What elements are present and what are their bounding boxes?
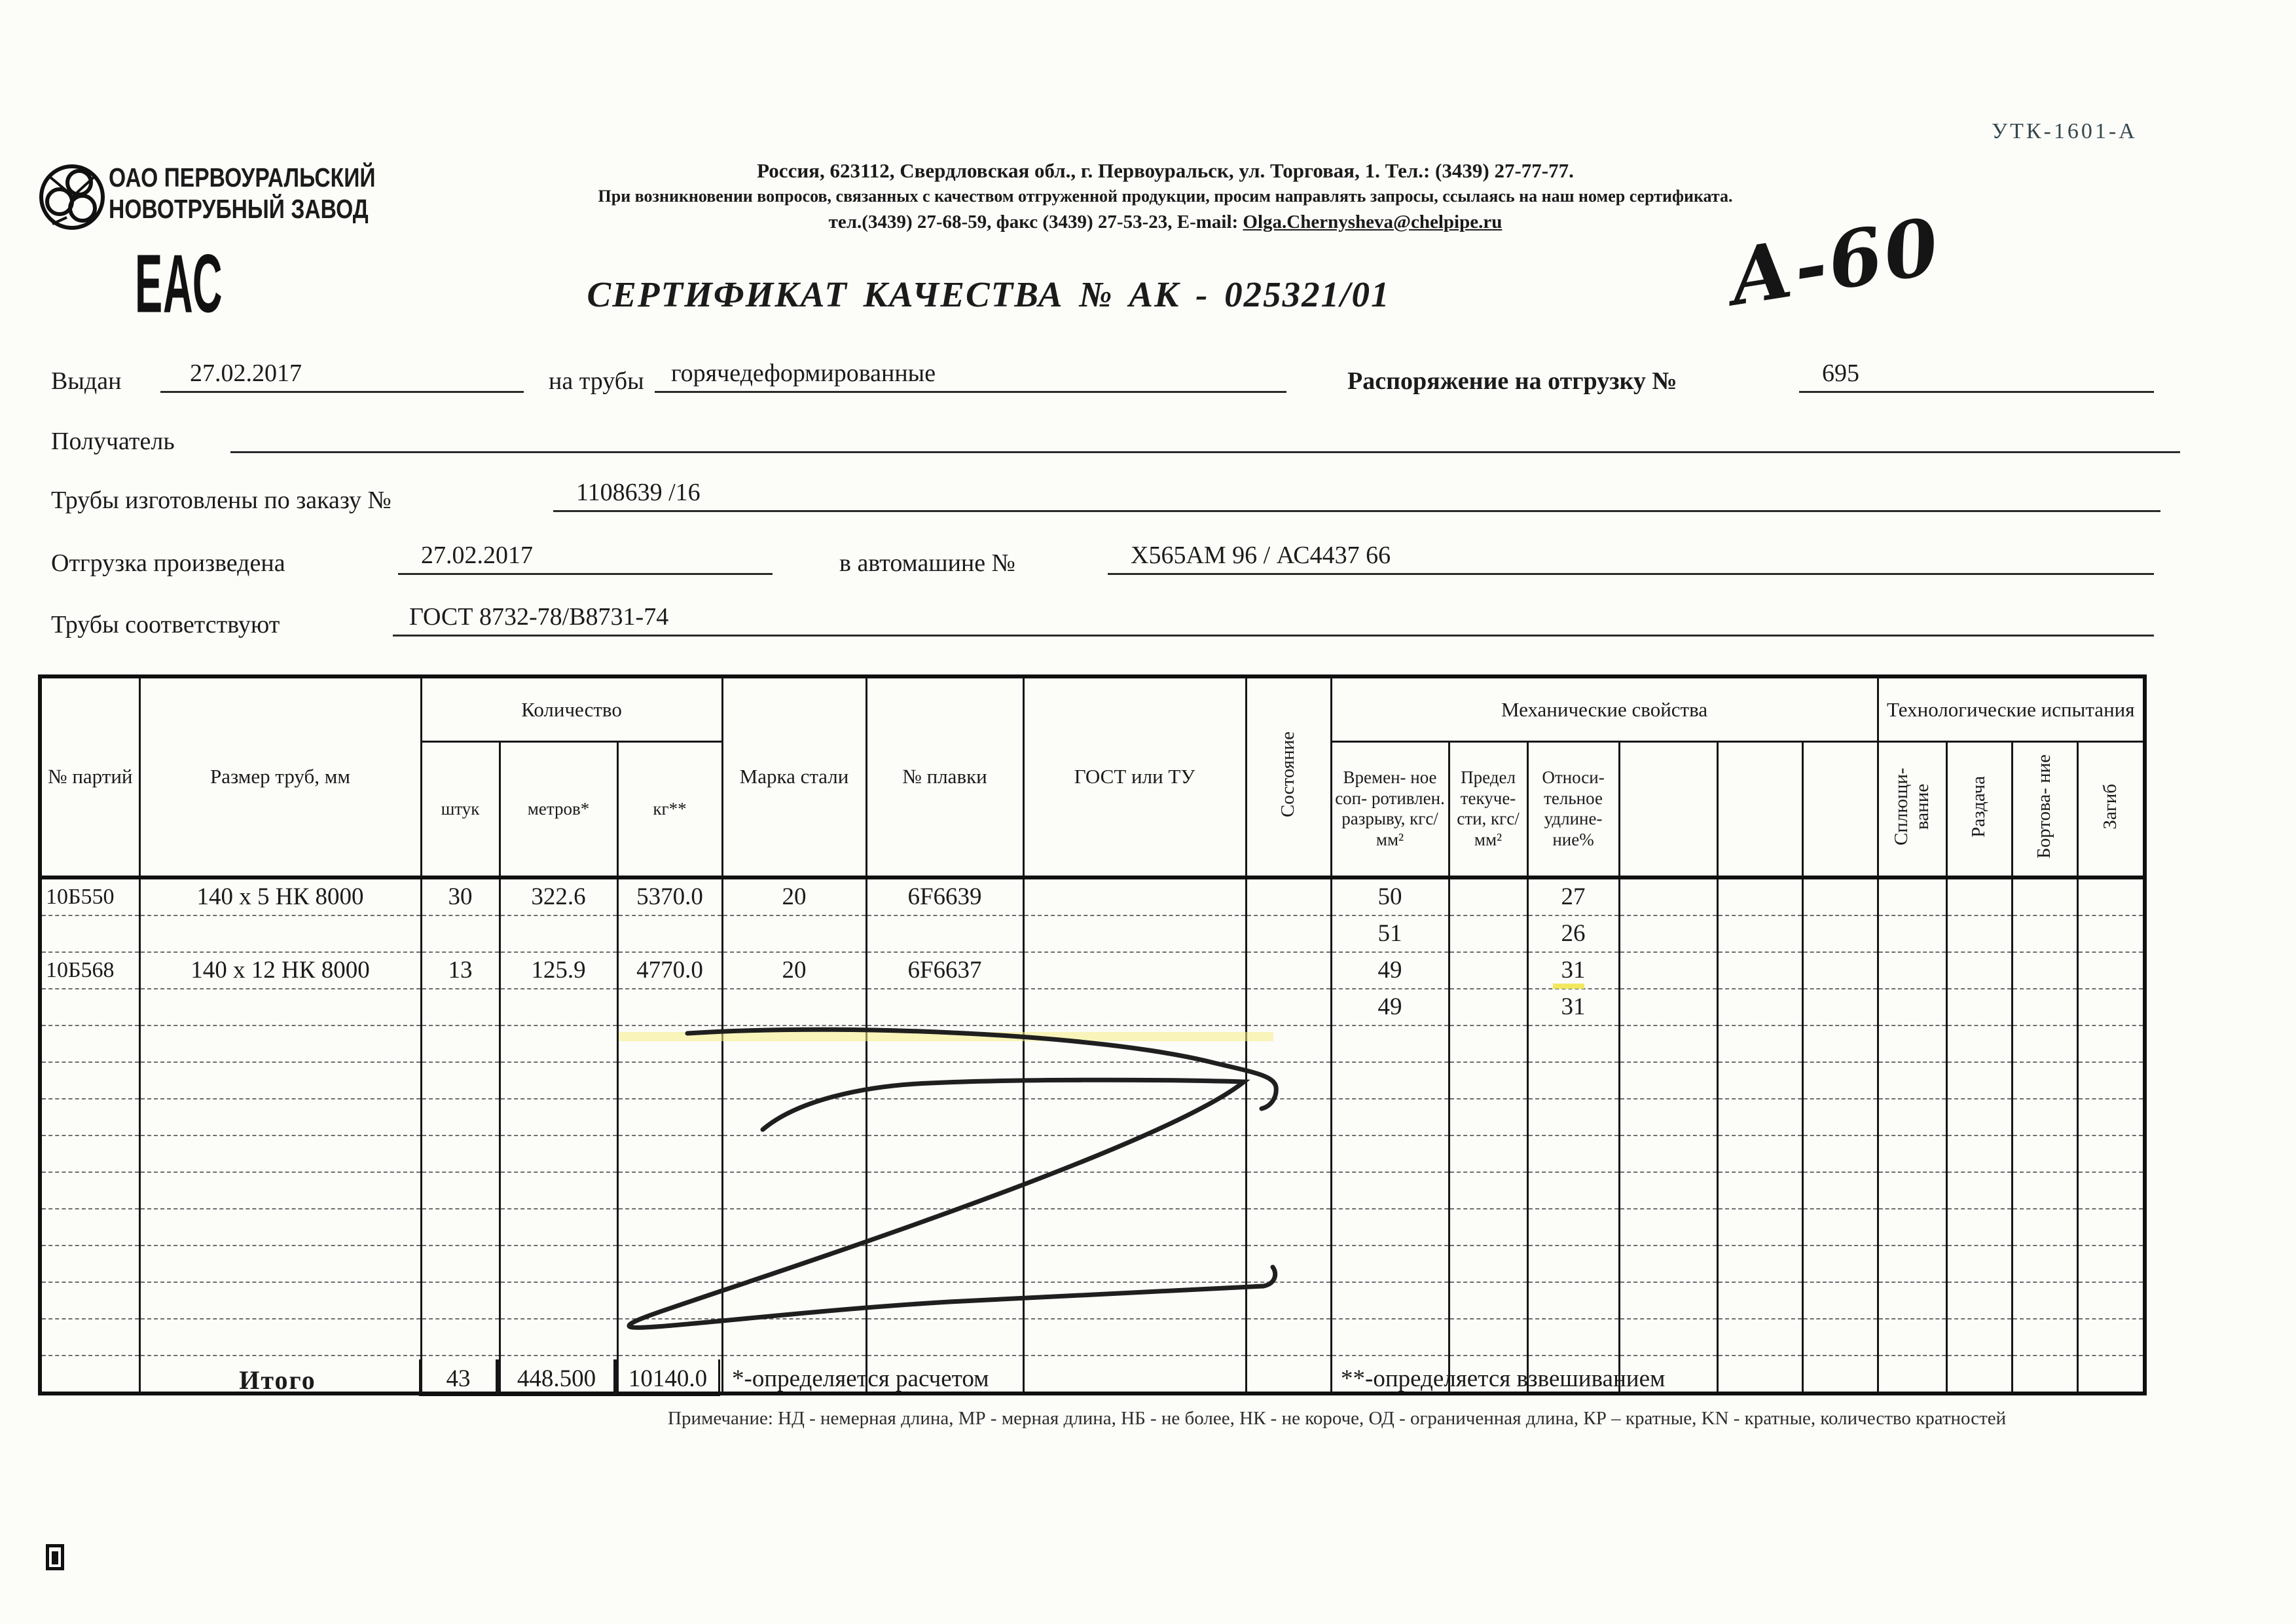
table-cell <box>1717 1062 1802 1099</box>
table-cell <box>139 989 421 1025</box>
table-cell <box>1527 1135 1619 1172</box>
table-cell <box>1527 1062 1619 1099</box>
table-cell <box>1619 1282 1717 1319</box>
table-cell <box>2012 1062 2077 1099</box>
table-cell <box>1802 1319 1878 1356</box>
eac-mark: ЕАС <box>135 237 223 330</box>
table-cell <box>1878 1246 1946 1282</box>
table-cell <box>1802 989 1878 1025</box>
table-cell <box>1527 1209 1619 1246</box>
footnote-weighed: **-определяется взвешиванием <box>1341 1365 1666 1392</box>
table-cell <box>2012 1319 2077 1356</box>
col-header-tensile: Времен- ное соп- ротивлен. разрыву, кгс/мм² <box>1331 742 1449 877</box>
table-cell <box>1449 1246 1527 1282</box>
col-header-size: Размер труб, мм <box>139 676 421 877</box>
table-cell <box>40 915 139 952</box>
table-cell <box>2012 989 2077 1025</box>
table-cell <box>1449 1025 1527 1062</box>
registration-mark <box>46 1544 64 1570</box>
table-cell <box>1946 1172 2012 1209</box>
table-cell: 10Б568 <box>40 952 139 989</box>
truck-value: Х565АМ 96 / АС4437 66 <box>1108 541 2154 575</box>
table-cell <box>421 1062 500 1099</box>
table-cell <box>40 1246 139 1282</box>
table-cell <box>1878 1062 1946 1099</box>
truck-label: в автомашине № <box>839 549 1015 577</box>
table-cell <box>2012 952 2077 989</box>
footnote-calculated: *-определяется расчетом <box>732 1365 989 1392</box>
table-cell <box>2012 1135 2077 1172</box>
table-cell <box>40 1282 139 1319</box>
table-cell <box>1527 1246 1619 1282</box>
col-header-yield: Предел текуче- сти, кгс/мм² <box>1449 742 1527 877</box>
table-cell <box>1946 1246 2012 1282</box>
table-cell <box>2077 1246 2145 1282</box>
table-cell <box>1802 1099 1878 1135</box>
table-cell: 322.6 <box>500 877 617 915</box>
col-header-mech-extra3 <box>1802 742 1878 877</box>
table-cell <box>1802 915 1878 952</box>
table-cell <box>1449 1135 1527 1172</box>
table-cell <box>1717 1135 1802 1172</box>
table-row <box>40 952 2145 989</box>
table-cell <box>500 915 617 952</box>
table-cell <box>421 1172 500 1209</box>
pipes-logo-icon <box>38 161 106 233</box>
col-header-bend: Загиб <box>2077 742 2145 877</box>
table-cell <box>139 915 421 952</box>
table-cell: 31 <box>1527 952 1619 989</box>
table-cell <box>1946 1062 2012 1099</box>
table-cell <box>139 1025 421 1062</box>
table-cell: 30 <box>421 877 500 915</box>
table-cell <box>1878 1209 1946 1246</box>
order-value: 1108639 /16 <box>553 478 2160 512</box>
table-cell <box>2012 1246 2077 1282</box>
table-cell <box>2012 1209 2077 1246</box>
table-cell <box>1331 1319 1449 1356</box>
table-cell <box>139 1319 421 1356</box>
table-cell <box>1449 915 1527 952</box>
form-code: УТК-1601-А <box>1992 119 2138 143</box>
table-cell <box>421 1319 500 1356</box>
table-cell: 13 <box>421 952 500 989</box>
table-cell <box>1946 877 2012 915</box>
table-cell <box>1717 1099 1802 1135</box>
table-cell <box>1619 877 1717 915</box>
table-cell <box>40 1209 139 1246</box>
table-cell <box>1878 1135 1946 1172</box>
table-cell <box>1527 1099 1619 1135</box>
note-line: Примечание: НД - немерная длина, МР - мерная длина, НБ - не более, НК - не короче, ОД - ограниченная длина, КР – кратные, KN - кратные, количество кратностей <box>668 1408 2007 1429</box>
shipping-order-label: Распоряжение на отгрузку № <box>1347 367 1677 395</box>
table-cell <box>2077 1025 2145 1062</box>
table-cell <box>1449 1319 1527 1356</box>
table-cell <box>139 1282 421 1319</box>
table-cell: 49 <box>1331 952 1449 989</box>
table-cell: 140 х 12 НК 8000 <box>139 952 421 989</box>
table-cell: 27 <box>1527 877 1619 915</box>
table-cell <box>1023 877 1246 915</box>
table-cell <box>1331 1099 1449 1135</box>
table-cell <box>2012 877 2077 915</box>
shipping-order-value: 695 <box>1799 359 2154 393</box>
table-cell <box>1619 915 1717 952</box>
table-cell <box>2077 1172 2145 1209</box>
table-cell <box>2077 1135 2145 1172</box>
table-cell <box>1878 952 1946 989</box>
table-row <box>40 877 2145 915</box>
receiver-label: Получатель <box>51 428 175 455</box>
table-cell: 125.9 <box>500 952 617 989</box>
table-cell <box>2077 952 2145 989</box>
table-cell <box>2012 1025 2077 1062</box>
handwritten-scribble <box>589 1008 1309 1336</box>
table-cell <box>1331 1246 1449 1282</box>
table-cell <box>139 1209 421 1246</box>
quality-note-line: При возникновении вопросов, связанных с качеством отгруженной продукции, просим направлять запросы, ссылаясь на наш номер сертификата. <box>598 187 1733 206</box>
table-cell <box>722 915 866 952</box>
table-cell <box>40 1062 139 1099</box>
table-cell <box>1878 989 1946 1025</box>
table-cell <box>1717 1319 1802 1356</box>
table-cell <box>1717 952 1802 989</box>
table-cell <box>139 1062 421 1099</box>
totals-pieces: 43 <box>419 1359 498 1396</box>
table-cell <box>40 1099 139 1135</box>
table-cell <box>1449 1172 1527 1209</box>
table-cell <box>1331 1172 1449 1209</box>
table-cell <box>1449 952 1527 989</box>
col-header-batch: № партий <box>40 676 139 877</box>
table-cell <box>1802 1025 1878 1062</box>
table-cell <box>139 1099 421 1135</box>
table-cell <box>1717 1209 1802 1246</box>
table-cell <box>1331 1282 1449 1319</box>
table-cell <box>421 1135 500 1172</box>
table-cell: 31 <box>1527 989 1619 1025</box>
table-cell <box>866 915 1023 952</box>
col-header-gost: ГОСТ или ТУ <box>1023 676 1246 877</box>
table-cell <box>1717 989 1802 1025</box>
table-cell: 4770.0 <box>617 952 722 989</box>
table-cell: 49 <box>1331 989 1449 1025</box>
table-cell <box>1717 1025 1802 1062</box>
table-cell <box>421 915 500 952</box>
shipped-label: Отгрузка произведена <box>51 549 285 577</box>
col-header-mech-extra1 <box>1619 742 1717 877</box>
table-cell <box>617 915 722 952</box>
table-cell: 50 <box>1331 877 1449 915</box>
table-cell <box>421 1209 500 1246</box>
table-cell <box>421 1099 500 1135</box>
table-cell <box>1878 1319 1946 1356</box>
table-cell <box>1527 1172 1619 1209</box>
table-cell <box>2077 877 2145 915</box>
table-cell <box>40 989 139 1025</box>
table-cell <box>1527 1282 1619 1319</box>
table-cell <box>1946 915 2012 952</box>
table-cell <box>1619 952 1717 989</box>
table-cell <box>1619 1025 1717 1062</box>
table-cell <box>1946 952 2012 989</box>
table-cell <box>1878 1099 1946 1135</box>
table-cell: 20 <box>722 877 866 915</box>
table-cell <box>1619 1135 1717 1172</box>
table-cell <box>1619 1099 1717 1135</box>
table-cell <box>1946 1319 2012 1356</box>
table-cell <box>1023 915 1246 952</box>
table-cell <box>421 1246 500 1282</box>
table-cell <box>1802 1282 1878 1319</box>
table-cell <box>1802 877 1878 915</box>
certificate-title: СЕРТИФИКАТ КАЧЕСТВА № АК - 025321/01 <box>587 274 1391 314</box>
col-header-steel: Марка стали <box>722 676 866 877</box>
table-cell <box>2077 1319 2145 1356</box>
table-cell <box>1449 1062 1527 1099</box>
table-cell <box>1619 989 1717 1025</box>
table-cell <box>1946 989 2012 1025</box>
totals-kg: 10140.0 <box>615 1359 720 1396</box>
table-cell <box>1946 1135 2012 1172</box>
table-cell <box>2077 989 2145 1025</box>
table-cell <box>1619 1062 1717 1099</box>
table-cell <box>1449 1099 1527 1135</box>
col-header-kg: кг** <box>617 742 722 877</box>
table-cell <box>1246 915 1331 952</box>
table-cell <box>1246 877 1331 915</box>
table-cell: 140 х 5 НК 8000 <box>139 877 421 915</box>
table-cell <box>40 1172 139 1209</box>
table-cell <box>1946 1209 2012 1246</box>
table-cell <box>1527 1025 1619 1062</box>
highlight-dash <box>1553 984 1584 989</box>
conform-value: ГОСТ 8732-78/В8731-74 <box>393 602 2154 637</box>
table-cell <box>1878 877 1946 915</box>
table-cell <box>1802 1062 1878 1099</box>
table-cell <box>1449 877 1527 915</box>
col-header-flanging: Бортова- ние <box>2012 742 2077 877</box>
table-cell <box>1802 952 1878 989</box>
table-cell <box>139 1246 421 1282</box>
col-group-quantity: Количество <box>421 676 722 742</box>
table-cell <box>1246 952 1331 989</box>
shipped-value: 27.02.2017 <box>398 541 773 575</box>
col-header-elongation: Относи- тельное удлине- ние% <box>1527 742 1619 877</box>
table-cell <box>1878 915 1946 952</box>
issued-value: 27.02.2017 <box>160 359 524 393</box>
table-cell <box>1802 1172 1878 1209</box>
table-cell <box>1619 1319 1717 1356</box>
table-cell <box>1717 877 1802 915</box>
table-cell: 26 <box>1527 915 1619 952</box>
table-cell: 5370.0 <box>617 877 722 915</box>
table-cell <box>1802 1209 1878 1246</box>
table-cell <box>2077 1099 2145 1135</box>
table-cell <box>2077 915 2145 952</box>
table-cell <box>421 989 500 1025</box>
pipes-label: на трубы <box>549 367 644 395</box>
table-cell <box>1878 1172 1946 1209</box>
col-header-mech-extra2 <box>1717 742 1802 877</box>
table-cell <box>1331 1025 1449 1062</box>
table-cell <box>2077 1282 2145 1319</box>
table-cell <box>1878 1025 1946 1062</box>
address-block <box>537 159 1794 233</box>
table-cell <box>40 1025 139 1062</box>
table-cell: 6F6639 <box>866 877 1023 915</box>
contacts-line <box>537 212 1794 233</box>
table-cell <box>1331 1209 1449 1246</box>
col-header-melt: № плавки <box>866 676 1023 877</box>
table-cell <box>1619 1246 1717 1282</box>
table-cell: 6F6637 <box>866 952 1023 989</box>
table-cell <box>1802 1246 1878 1282</box>
handwritten-a60: А-60 <box>1722 200 1948 323</box>
email-link[interactable]: Olga.Chernysheva@chelpipe.ru <box>1243 212 1503 232</box>
company-name-line2: НОВОТРУБНЫЙ ЗАВОД <box>109 193 369 224</box>
table-cell: 10Б550 <box>40 877 139 915</box>
totals-label: Итого <box>239 1365 316 1395</box>
table-cell <box>1331 1062 1449 1099</box>
table-cell <box>1527 1319 1619 1356</box>
table-cell <box>1946 1025 2012 1062</box>
receiver-value <box>230 419 2180 453</box>
table-cell <box>2077 1062 2145 1099</box>
col-header-state: Состояние <box>1246 676 1331 877</box>
table-cell <box>1023 952 1246 989</box>
table-cell <box>1331 1135 1449 1172</box>
table-cell <box>1717 1282 1802 1319</box>
table-cell <box>40 1135 139 1172</box>
table-cell <box>1946 1099 2012 1135</box>
col-header-pieces: штук <box>421 742 500 877</box>
table-cell <box>421 1025 500 1062</box>
order-label: Трубы изготовлены по заказу № <box>51 487 392 514</box>
col-header-expansion: Раздача <box>1946 742 2012 877</box>
table-cell <box>1619 1172 1717 1209</box>
table-cell <box>2012 915 2077 952</box>
table-cell <box>1449 989 1527 1025</box>
table-cell <box>2012 1099 2077 1135</box>
company-name <box>109 162 376 225</box>
table-cell <box>139 1135 421 1172</box>
table-cell: 20 <box>722 952 866 989</box>
table-cell <box>421 1282 500 1319</box>
table-cell: 51 <box>1331 915 1449 952</box>
table-cell <box>1878 1282 1946 1319</box>
contacts-text: тел.(3439) 27-68-59, факс (3439) 27-53-23, E-mail: <box>828 212 1243 232</box>
issued-label: Выдан <box>51 367 122 395</box>
table-row <box>40 915 2145 952</box>
table-cell <box>1717 1172 1802 1209</box>
table-cell <box>139 1172 421 1209</box>
table-cell <box>2012 1172 2077 1209</box>
table-cell <box>1717 1246 1802 1282</box>
table-cell <box>1717 915 1802 952</box>
pipes-value: горячедеформированные <box>655 359 1286 393</box>
table-cell <box>1946 1282 2012 1319</box>
table-cell <box>1802 1135 1878 1172</box>
table-cell <box>1449 1282 1527 1319</box>
totals-row <box>38 1359 2143 1397</box>
table-cell <box>1449 1209 1527 1246</box>
company-name-line1: ОАО ПЕРВОУРАЛЬСКИЙ <box>109 162 376 193</box>
address-line1: Россия, 623112, Свердловская обл., г. Первоуральск, ул. Торговая, 1. Тел.: (3439) 27-77-77. <box>757 159 1574 182</box>
table-cell <box>2012 1282 2077 1319</box>
col-header-meters: метров* <box>500 742 617 877</box>
col-group-technological: Технологические испытания <box>1878 676 2145 742</box>
col-header-flattening: Сплющи- вание <box>1878 742 1946 877</box>
conform-label: Трубы соответствуют <box>51 611 280 638</box>
totals-meters: 448.500 <box>498 1359 615 1396</box>
table-cell <box>1619 1209 1717 1246</box>
table-cell <box>40 1319 139 1356</box>
col-group-mechanical: Механические свойства <box>1331 676 1878 742</box>
table-cell <box>2077 1209 2145 1246</box>
